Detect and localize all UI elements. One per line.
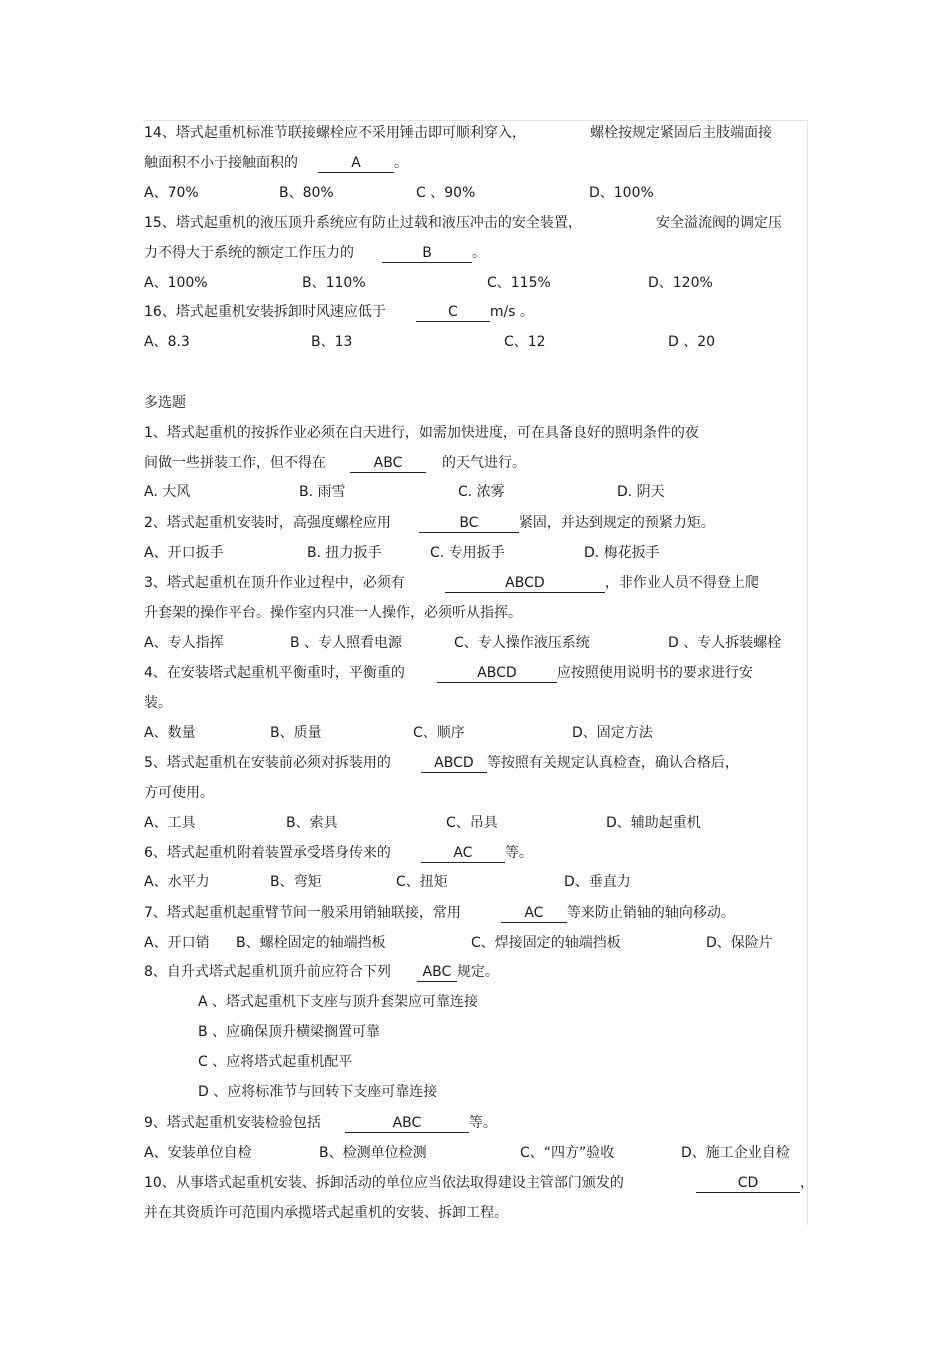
option: B、质量 — [270, 725, 322, 741]
answer-blank: ABC — [345, 1115, 469, 1133]
option: C、“四方”验收 — [520, 1145, 615, 1161]
option: D、辅助起重机 — [606, 815, 701, 831]
option: B 、专人照看电源 — [290, 635, 403, 651]
m3-stem-line1: 3、塔式起重机在顶升作业过程中，必须有 ABCD ，非作业人员不得登上爬 — [144, 575, 759, 591]
m2-options — [144, 544, 804, 562]
option: A、100% — [144, 275, 208, 291]
answer-blank: ABCD — [421, 755, 487, 773]
m1-stem-line1: 1、塔式起重机的按拆作业必须在白天进行，如需加快进度，可在具备良好的照明条件的夜 — [144, 425, 699, 441]
option: C、吊具 — [446, 815, 498, 831]
option: A. 大风 — [144, 484, 191, 500]
m8-item-a: A 、塔式起重机下支座与顶升套架应可靠连接 — [198, 994, 479, 1010]
m8-item-c: C 、应将塔式起重机配平 — [198, 1054, 353, 1070]
answer-blank: AC — [501, 905, 567, 923]
m1-stem-line2: 间做一些拼装工作，但不得在 ABC 的天气进行。 — [144, 455, 526, 471]
option: A、开口销 — [144, 935, 210, 951]
m9-options — [144, 1144, 804, 1162]
q16-options — [144, 333, 804, 351]
option: D 、专人拆装螺栓 — [668, 635, 782, 651]
option: A、数量 — [144, 725, 196, 741]
option: A、70% — [144, 185, 199, 201]
option: A、安装单位自检 — [144, 1145, 252, 1161]
option: D、固定方法 — [572, 725, 653, 741]
m4-stem-line1: 4、在安装塔式起重机平衡重时，平衡重的 ABCD 应按照使用说明书的要求进行安 — [144, 665, 753, 681]
option: B. 扭力扳手 — [307, 545, 382, 561]
option: B、弯矩 — [270, 874, 322, 890]
option: C、扭矩 — [396, 874, 448, 890]
m9-stem: 9、塔式起重机安装检验包括 ABC 等。 — [144, 1115, 497, 1131]
m7-options — [144, 934, 804, 952]
m8-item-b: B 、应确保顶升横梁搁置可靠 — [198, 1024, 381, 1040]
option: D. 阴天 — [617, 484, 665, 500]
option: A、工具 — [144, 815, 196, 831]
m5-stem-line2: 方可使用。 — [144, 785, 214, 801]
option: A、水平力 — [144, 874, 210, 890]
answer-blank: C — [416, 304, 490, 322]
section-title: 多选题 — [144, 395, 186, 411]
option: C 、90% — [416, 185, 476, 201]
answer-blank: BC — [419, 515, 519, 533]
option: B、螺栓固定的轴端挡板 — [236, 935, 386, 951]
m4-options — [144, 724, 804, 742]
m7-stem: 7、塔式起重机起重臂节间一般采用销轴联接，常用 AC 等来防止销轴的轴向移动。 — [144, 905, 735, 921]
q16-stem: 16、塔式起重机安装拆卸时风速应低于 C m/s 。 — [144, 304, 534, 320]
m1-options — [144, 483, 804, 501]
answer-blank: AC — [421, 845, 505, 863]
m3-stem-line2: 升套架的操作平台。操作室内只准一人操作，必须听从指挥。 — [144, 605, 522, 621]
option: B、110% — [302, 275, 366, 291]
answer-blank: ABC — [417, 964, 457, 982]
answer-blank: CD — [696, 1175, 800, 1193]
m6-options — [144, 873, 804, 891]
option: D. 梅花扳手 — [584, 545, 660, 561]
m4-stem-line2: 装。 — [144, 695, 172, 711]
option: B、13 — [311, 334, 353, 350]
option: B、检测单位检测 — [319, 1145, 427, 1161]
option: B. 雨雪 — [299, 484, 346, 500]
m6-stem: 6、塔式起重机附着装置承受塔身传来的 AC 等。 — [144, 845, 533, 861]
q15-stem-line2: 力不得大于系统的额定工作压力的 B 。 — [144, 245, 486, 261]
option: A、8.3 — [144, 334, 190, 350]
option: D、垂直力 — [564, 874, 631, 890]
m3-options — [144, 634, 804, 652]
option: D、120% — [648, 275, 713, 291]
option: C、12 — [504, 334, 546, 350]
q14-stem-line2: 触面积不小于接触面积的 A 。 — [144, 155, 408, 171]
m8-item-d: D 、应将标准节与回转下支座可靠连接 — [198, 1084, 438, 1100]
m5-stem-line1: 5、塔式起重机在安装前必须对拆装用的 ABCD 等按照有关规定认真检查，确认合格后， — [144, 755, 739, 771]
page-border-top — [143, 120, 808, 121]
option: D、100% — [589, 185, 654, 201]
option: C、焊接固定的轴端挡板 — [471, 935, 621, 951]
option: C、专人操作液压系统 — [454, 635, 590, 651]
option: C、115% — [487, 275, 551, 291]
option: A、开口扳手 — [144, 545, 224, 561]
m8-stem: 8、自升式塔式起重机顶升前应符合下列 ABC 规定。 — [144, 964, 499, 980]
answer-blank: ABCD — [445, 575, 605, 593]
m2-stem: 2、塔式起重机安装时，高强度螺栓应用 BC 紧固，并达到规定的预紧力矩。 — [144, 515, 715, 531]
option: A、专人指挥 — [144, 635, 224, 651]
m5-options — [144, 814, 804, 832]
option: B、80% — [279, 185, 334, 201]
q15-options — [144, 274, 804, 292]
option: C、顺序 — [413, 725, 465, 741]
option: D、施工企业自检 — [681, 1145, 790, 1161]
answer-blank: B — [382, 245, 472, 263]
answer-blank: ABC — [350, 455, 426, 473]
option: B、索具 — [286, 815, 338, 831]
q14-options — [144, 184, 804, 202]
option: C. 专用扳手 — [430, 545, 505, 561]
option: C. 浓雾 — [458, 484, 505, 500]
page-border-right — [807, 120, 808, 1225]
option: D 、20 — [668, 334, 716, 350]
option: D、保险片 — [706, 935, 773, 951]
m10-stem-line2: 并在其资质许可范围内承揽塔式起重机的安装、拆卸工程。 — [144, 1205, 508, 1221]
answer-blank: ABCD — [437, 665, 557, 683]
answer-blank: A — [318, 155, 394, 173]
